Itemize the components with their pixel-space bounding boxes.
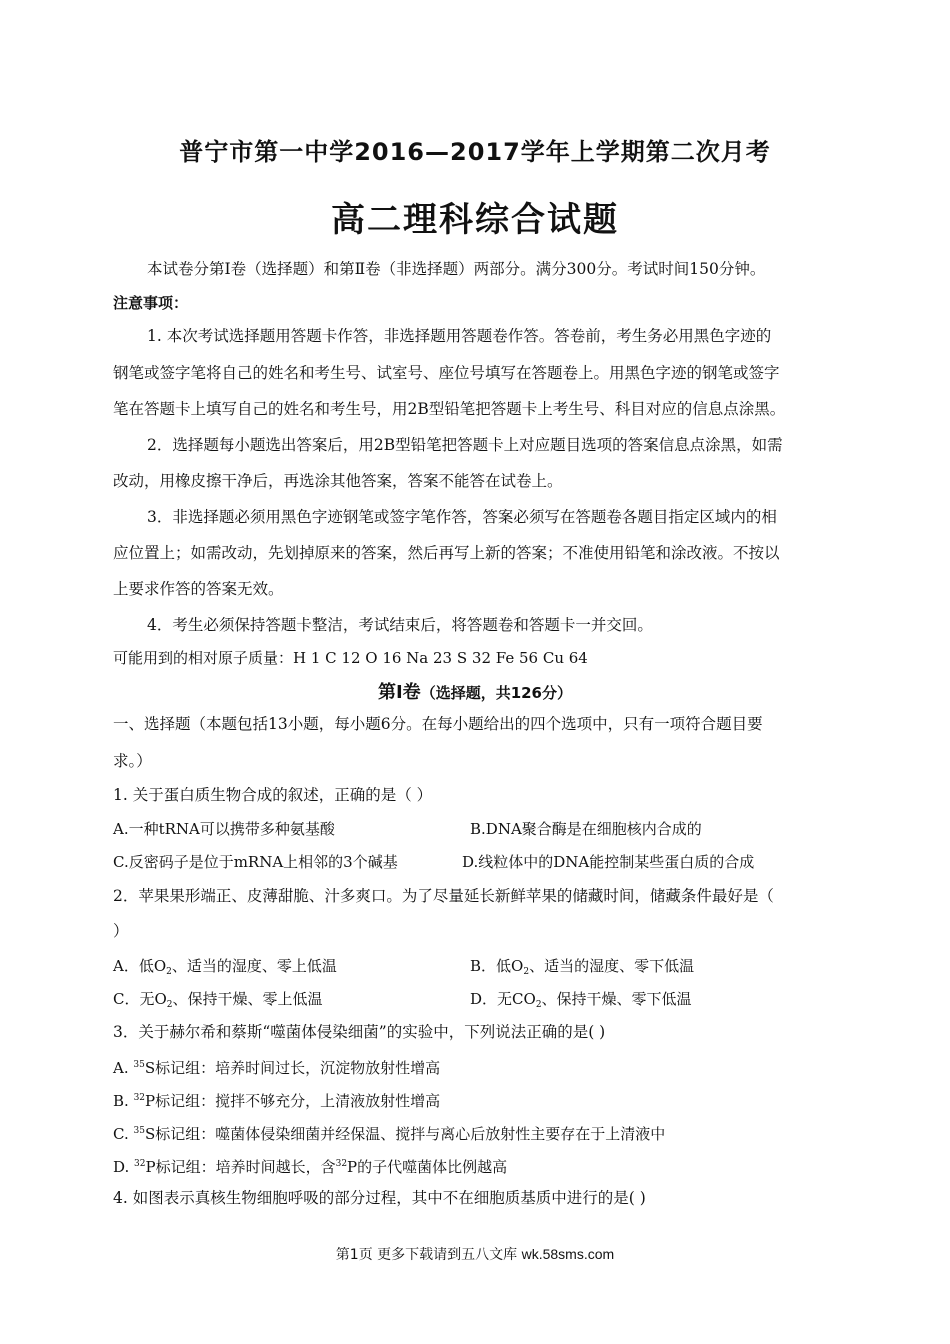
notice-line: 4．考生必须保持答题卡整洁，考试结束后，将答题卷和答题卡一并交回。 [147,616,653,634]
question-2-option-a: A．低$O_2$、适当的湿度、零上低温 [113,957,337,977]
question-3-option-c: C. $^{35}$S标记组：噬菌体侵染细菌并经保温、搅拌与离心后放射性主要存在于上清液中 [113,1125,666,1143]
question-1-option-b: B.DNA聚合酶是在细胞核内合成的 [470,820,702,838]
question-1-option-a: A.一种tRNA可以携带多种氨基酸 [113,820,335,838]
question-2-option-c: C．无$O_2$、保持干燥、零上低温 [113,990,323,1010]
question-3-option-b: B. $^{32}$P标记组：搅拌不够充分，上清液放射性增高 [113,1092,441,1110]
school-title: 普宁市第一中学2016—2017学年上学期第二次月考 [179,138,771,166]
intro-text: 本试卷分第Ⅰ卷（选择题）和第Ⅱ卷（非选择题）两部分。满分300分。考试时间150分钟。 [147,260,766,278]
notice-line: 钢笔或签字笔将自己的姓名和考生号、试室号、座位号填写在答题卷上。用黑色字迹的钢笔或签字 [113,364,780,382]
question-4-stem: 4. 如图表示真核生物细胞呼吸的部分过程，其中不在细胞质基质中进行的是( ) [113,1189,646,1207]
question-2-stem: 2．苹果果形端正、皮薄甜脆、汁多爽口。为了尽量延长新鲜苹果的储藏时间，储藏条件最好是（ [113,887,774,905]
section-instructions: 求。） [113,752,152,770]
page-footer [0,1244,950,1264]
footer-url[interactable]: wk.58sms.com [521,1246,615,1262]
exam-title: 高二理科综合试题 [331,200,619,240]
notice-line: 应位置上；如需改动，先划掉原来的答案，然后再写上新的答案；不准使用铅笔和涂改液。不按以 [113,544,780,562]
notice-heading: 注意事项： [113,294,189,312]
notice-line: 改动，用橡皮擦干净后，再选涂其他答案，答案不能答在试卷上。 [113,472,563,490]
question-2-option-d: D．无$CO_2$、保持干燥、零下低温 [470,990,692,1010]
notice-line: 2．选择题每小题选出答案后，用2B型铅笔把答题卡上对应题目选项的答案信息点涂黑，如需 [147,436,783,454]
footer-page-text: 第1页 更多下载请到五八文库 [335,1247,518,1263]
question-1-stem: 1. 关于蛋白质生物合成的叙述，正确的是（ ） [113,786,433,804]
notice-line: 3．非选择题必须用黑色字迹钢笔或签字笔作答，答案必须写在答题卷各题目指定区域内的相 [147,508,777,526]
question-3-option-a: A. $^{35}$S标记组：培养时间过长，沉淀物放射性增高 [113,1059,441,1077]
question-1-option-c: C.反密码子是位于mRNA上相邻的3个碱基 [113,853,398,871]
question-3-option-d: D. $^{32}$P标记组：培养时间越长，含$^{32}$P的子代噬菌体比例越高 [113,1158,508,1176]
question-3-stem: 3．关于赫尔希和蔡斯“噬菌体侵染细菌”的实验中，下列说法正确的是( ) [113,1023,606,1041]
notice-line: 1. 本次考试选择题用答题卡作答，非选择题用答题卷作答。答卷前，考生务必用黑色字迹的 [147,327,772,345]
question-2-option-b: B．低$O_2$、适当的湿度、零下低温 [470,957,695,977]
notice-line: 上要求作答的答案无效。 [113,580,284,598]
question-1-option-d: D.线粒体中的DNA能控制某些蛋白质的合成 [462,853,755,871]
section-instructions: 一、选择题（本题包括13小题，每小题6分。在每小题给出的四个选项中，只有一项符合题目要 [113,715,763,733]
question-2-stem: ） [113,922,129,940]
section-title-main: 第Ⅰ卷 [377,682,421,703]
section-title-sub: （选择题，共126分） [420,684,572,702]
atomic-masses: 可能用到的相对原子质量：H 1 C 12 O 16 Na 23 S 32 Fe 56 Cu 64 [113,649,588,667]
notice-line: 笔在答题卡上填写自己的姓名和考生号，用2B型铅笔把答题卡上考生号、科目对应的信息点涂黑。 [113,400,786,418]
section-title [0,678,950,704]
